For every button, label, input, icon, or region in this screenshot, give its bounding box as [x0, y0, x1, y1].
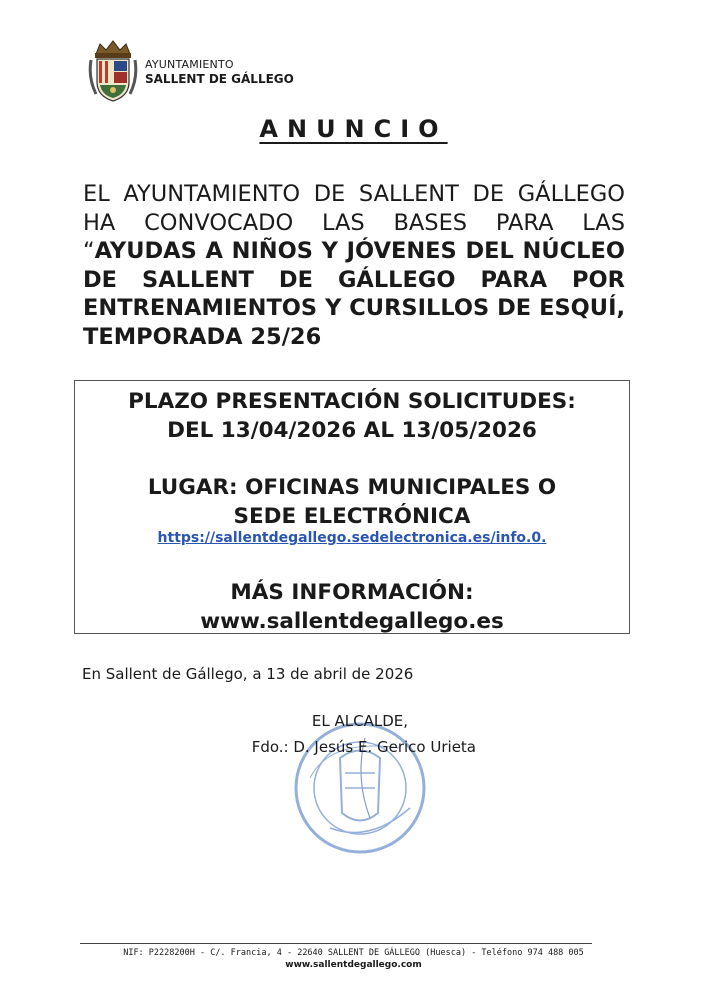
body-intro: EL AYUNTAMIENTO DE SALLENT DE GÁLLEGO HA CONVOCADO LAS BASES PARA LAS “: [83, 181, 625, 264]
info-box: [74, 380, 630, 634]
more-info-label: MÁS INFORMACIÓN:: [230, 580, 474, 605]
place-date-line: En Sallent de Gállego, a 13 de abril de 2026: [82, 665, 414, 683]
footer-divider: [80, 943, 592, 944]
organization-name: [145, 58, 294, 86]
announcement-title: ANUNCIO: [259, 115, 448, 143]
org-line-1: AYUNTAMIENTO: [145, 58, 234, 71]
deadline-dates: DEL 13/04/2026 AL 13/05/2026: [167, 418, 537, 443]
coat-of-arms-icon: [88, 38, 138, 104]
deadline-label: PLAZO PRESENTACIÓN SOLICITUDES:: [128, 389, 576, 414]
footer-address: NIF: P2228200H - C/. Francia, 4 - 22640 SALLENT DE GÁLLEGO (Huesca) - Teléfono 974 488 005: [123, 948, 584, 958]
signer-name: Fdo.: D. Jesús E. Gerico Urieta: [251, 738, 476, 756]
org-line-2: SALLENT DE GÁLLEGO: [145, 72, 294, 86]
e-office-link[interactable]: https://sallentdegallego.sedelectronica.es/info.0.: [157, 530, 547, 546]
letterhead: [88, 38, 348, 108]
more-info-url[interactable]: www.sallentdegallego.es: [200, 609, 504, 634]
place-line-1: LUGAR: OFICINAS MUNICIPALES O: [147, 475, 557, 500]
announcement-body: [83, 180, 625, 351]
body-bold-title: AYUDAS A NIÑOS Y JÓVENES DEL NÚCLEO DE SALLENT DE GÁLLEGO PARA POR ENTRENAMIENTOS Y CURSILLOS DE ESQUÍ, TEMPORADA 25/26: [83, 238, 625, 350]
place-line-2: SEDE ELECTRÓNICA: [233, 504, 471, 529]
signer-role: EL ALCALDE,: [311, 712, 408, 730]
footer-website[interactable]: www.sallentdegallego.com: [285, 960, 422, 970]
